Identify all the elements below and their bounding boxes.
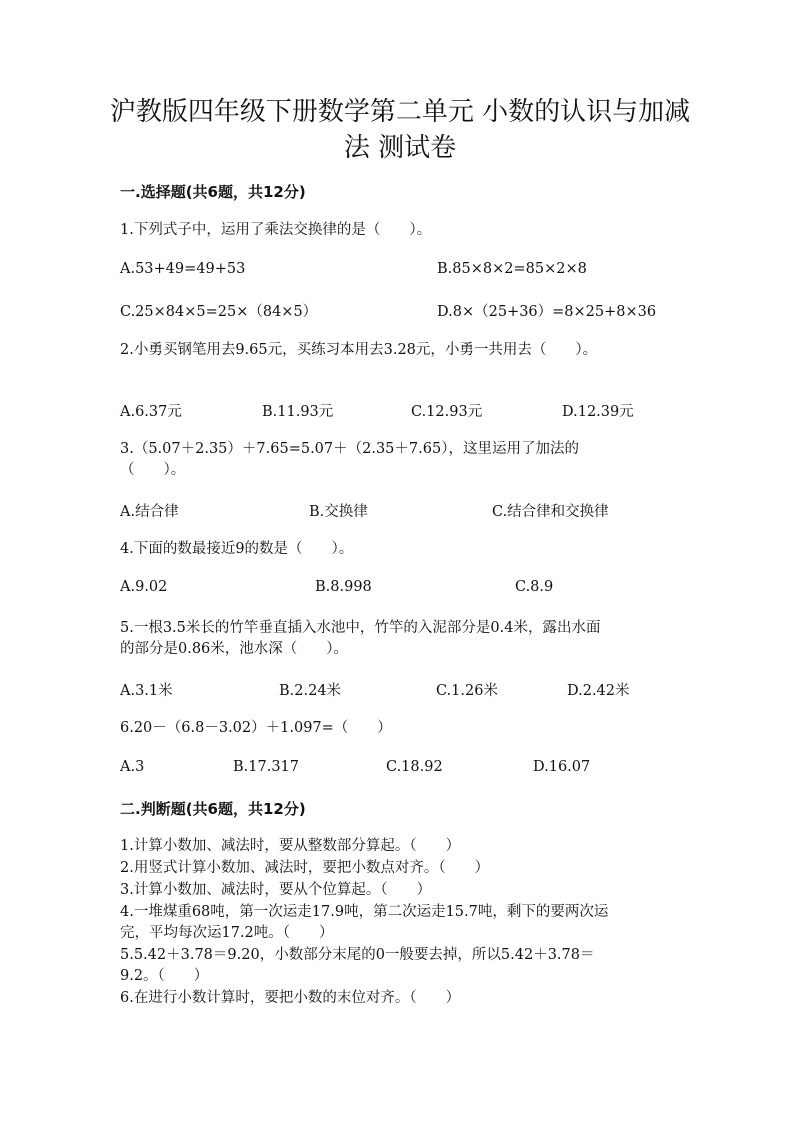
q4-option-a: A.9.02	[120, 579, 168, 595]
tf-line-2: 2.用竖式计算小数加、减法时，要把小数点对齐。（ ）	[120, 860, 490, 876]
q6-option-a: A.3	[120, 759, 145, 775]
question-4-text: 4.下面的数最接近9的数是（ ）。	[120, 541, 354, 557]
question-3-line-1: 3.（5.07＋2.35）＋7.65=5.07＋（2.35＋7.65），这里运用了加法的	[120, 441, 579, 457]
q6-option-b: B.17.317	[233, 759, 300, 775]
q3-option-c: C.结合律和交换律	[492, 504, 609, 520]
tf-line-8: 6.在进行小数计算时，要把小数的末位对齐。（ ）	[120, 990, 461, 1006]
q1-option-c: C.25×84×5=25×（84×5）	[120, 304, 318, 320]
q4-option-b: B.8.998	[315, 579, 372, 595]
question-3-line-2: （ ）。	[120, 462, 186, 478]
tf-line-4: 4.一堆煤重68吨，第一次运走17.9吨，第二次运走15.7吨，剩下的要两次运	[120, 904, 609, 920]
question-5-line-1: 5.一根3.5米长的竹竿垂直插入水池中，竹竿的入泥部分是0.4米，露出水面	[120, 620, 601, 636]
page-title	[100, 94, 700, 166]
q2-option-b: B.11.93元	[262, 404, 334, 420]
q5-option-b: B.2.24米	[279, 683, 342, 699]
title-line-2: 法 测试卷	[343, 133, 457, 163]
question-3-text	[120, 439, 579, 481]
question-2-text: 2.小勇买钢笔用去9.65元，买练习本用去3.28元，小勇一共用去（ ）。	[120, 342, 598, 358]
tf-line-1: 1.计算小数加、减法时，要从整数部分算起。（ ）	[120, 838, 461, 854]
question-5-text	[120, 618, 600, 660]
q5-option-c: C.1.26米	[436, 683, 498, 699]
q2-option-c: C.12.93元	[411, 404, 483, 420]
q1-option-a: A.53+49=49+53	[120, 261, 246, 277]
q5-option-d: D.2.42米	[567, 683, 630, 699]
tf-line-7: 9.2。（ ）	[120, 968, 209, 984]
tf-line-5: 完，平均每次运17.2吨。（ ）	[120, 925, 334, 941]
q3-option-a: A.结合律	[120, 504, 179, 520]
section-heading-choice: 一.选择题(共6题，共12分)	[120, 183, 306, 201]
q1-option-d: D.8×（25+36）=8×25+8×36	[437, 304, 657, 320]
title-line-1: 沪教版四年级下册数学第二单元 小数的认识与加减	[109, 97, 691, 127]
question-1-text: 1.下列式子中，运用了乘法交换律的是（ ）。	[120, 222, 432, 238]
q2-option-a: A.6.37元	[120, 404, 182, 420]
q1-option-b: B.85×8×2=85×2×8	[437, 261, 587, 277]
q4-option-c: C.8.9	[515, 579, 554, 595]
q3-option-b: B.交换律	[309, 504, 368, 520]
q2-option-d: D.12.39元	[562, 404, 634, 420]
tf-line-3: 3.计算小数加、减法时，要从个位算起。（ ）	[120, 882, 432, 898]
q6-option-c: C.18.92	[386, 759, 443, 775]
section-heading-judgement: 二.判断题(共6题，共12分)	[120, 800, 306, 818]
tf-line-6: 5.5.42＋3.78＝9.20，小数部分末尾的0一般要去掉，所以5.42＋3.78＝	[120, 947, 595, 963]
question-6-text: 6.20－（6.8－3.02）＋1.097=（ ）	[120, 720, 392, 736]
q6-option-d: D.16.07	[533, 759, 591, 775]
question-5-line-2: 的部分是0.86米，池水深（ ）。	[120, 641, 349, 657]
q5-option-a: A.3.1米	[120, 683, 173, 699]
